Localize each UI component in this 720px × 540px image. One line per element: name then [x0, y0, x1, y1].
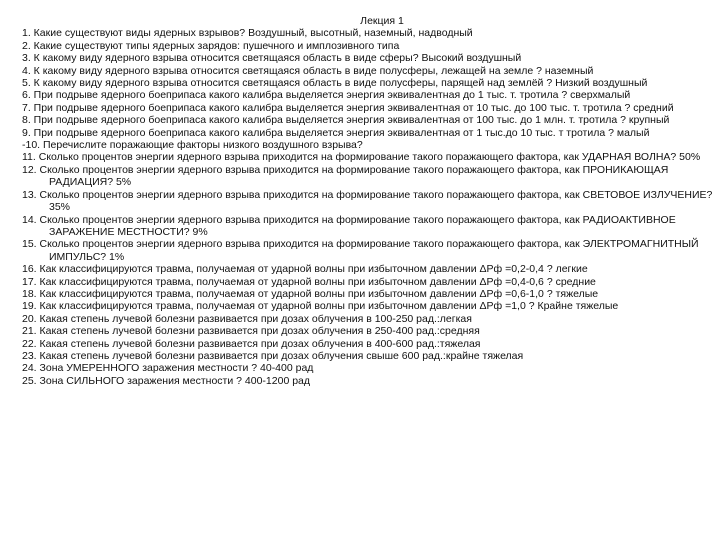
question-item: 18. Как классифицируются травма, получаемая от ударной волны при избыточном давлении ΔРф =0,6-1,0 ? тяжелые	[22, 287, 599, 300]
question-item: 19. Как классифицируются травма, получаемая от ударной волны при избыточном давлении ΔРф =1,0 ? Крайне тяжелые	[22, 300, 619, 313]
question-item: 22. Какая степень лучевой болезни развивается при дозах облучения в 400-600 рад.:тяжелая	[22, 337, 481, 350]
question-item: 14. Сколько процентов энергии ядерного взрыва приходится на формирование такого поражающего фактора, как РАДИОАКТИВНОЕ ЗАРАЖЕНИЕ МЕСТНОСТИ? 9%	[22, 213, 676, 238]
question-item: 9. При подрыве ядерного боеприпаса какого калибра выделяется энергия эквивалентная от 1 тыс.до 10 тыс. т тротила ? малый	[22, 126, 650, 139]
question-item: 23. Какая степень лучевой болезни развивается при дозах облучения свыше 600 рад.:крайне тяжелая	[22, 349, 524, 362]
question-item: 7. При подрыве ядерного боеприпаса какого калибра выделяется энергия эквивалентная от 10 тыс. до 100 тыс. т. тротила ? средний	[22, 101, 674, 114]
question-item: 17. Как классифицируются травма, получаемая от ударной волны при избыточном давлении ΔРф =0,4-0,6 ? средние	[22, 275, 596, 288]
question-item: 12. Сколько процентов энергии ядерного взрыва приходится на формирование такого поражающего фактора, как ПРОНИКАЮЩАЯ РАДИАЦИЯ? 5%	[22, 163, 669, 189]
question-item: 5. К какому виду ядерного взрыва относится светящаяся область в виде полусферы, парящей над землёй ? Низкий воздушный	[22, 77, 648, 90]
question-item: 21. Какая степень лучевой болезни развивается при дозах облучения в 250-400 рад.:средняя	[22, 325, 480, 338]
question-item: -10. Перечислите поражающие факторы низкого воздушного взрыва?	[22, 139, 363, 152]
question-item: 15. Сколько процентов энергии ядерного взрыва приходится на формирование такого поражающего фактора, как ЭЛЕКТРОМАГНИТНЫЙ ИМПУЛЬС? 1%	[22, 238, 699, 263]
lecture-title: Лекция 1	[360, 15, 404, 27]
question-item: 1. Какие существуют виды ядерных взрывов? Воздушный, высотный, наземный, надводный	[22, 27, 473, 40]
question-item: 6. При подрыве ядерного боеприпаса какого калибра выделяется энергия эквивалентная до 1 тыс. т. тротила ? сверхмалый	[22, 89, 631, 102]
question-item: 16. Как классифицируются травма, получаемая от ударной волны при избыточном давлении ΔРф =0,2-0,4 ? легкие	[22, 263, 588, 276]
question-item: 2. Какие существуют типы ядерных зарядов: пушечного и имплозивного типа	[22, 39, 400, 52]
question-item: 11. Сколько процентов энергии ядерного взрыва приходится на формирование такого поражающего фактора, как УДАРНАЯ ВОЛНА? 50%	[22, 151, 701, 164]
question-item: 24. Зона УМЕРЕННОГО заражения местности ? 40-400 рад	[22, 362, 314, 375]
lecture-document	[22, 15, 714, 387]
question-item: 13. Сколько процентов энергии ядерного взрыва приходится на формирование такого поражающего фактора, как СВЕТОВОЕ ИЗЛУЧЕНИЕ? 35%	[22, 188, 713, 214]
question-item: 4. К какому виду ядерного взрыва относится светящаяся область в виде полусферы, лежащей на земле ? наземный	[22, 64, 594, 77]
question-item: 3. К какому виду ядерного взрыва относится светящаяся область в виде сферы? Высокий воздушный	[22, 52, 522, 65]
question-item: 8. При подрыве ядерного боеприпаса какого калибра выделяется энергия эквивалентная от 100 тыс. до 1 млн. т. тротила ? крупный	[22, 114, 670, 127]
question-item: 25. Зона СИЛЬНОГО заражения местности ? 400-1200 рад	[22, 374, 311, 387]
question-item: 20. Какая степень лучевой болезни развивается при дозах облучения в 100-250 рад.:легкая	[22, 312, 472, 325]
